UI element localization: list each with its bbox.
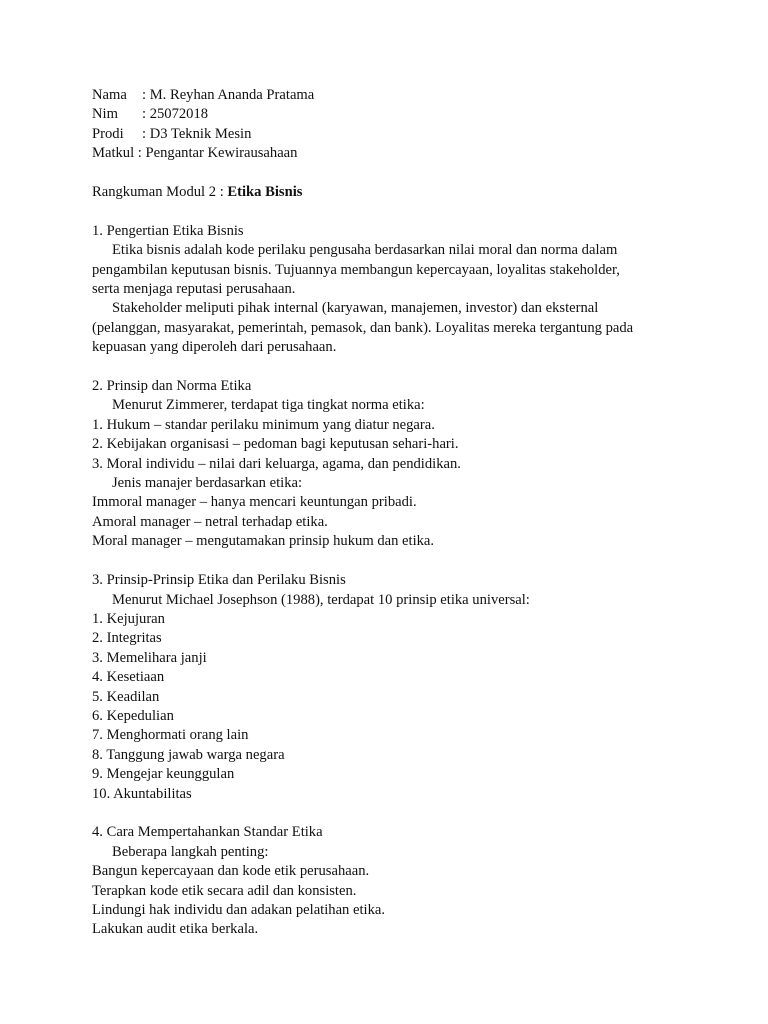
- section1-title: 1. Pengertian Etika Bisnis: [92, 222, 244, 239]
- spacer: [92, 164, 732, 183]
- prodi-value: : D3 Teknik Mesin: [142, 125, 252, 142]
- section4-intro: Beberapa langkah penting:: [112, 843, 269, 860]
- section3-title: 3. Prinsip-Prinsip Etika dan Perilaku Bisnis: [92, 572, 346, 589]
- manager-item: Immoral manager – hanya mencari keuntungan pribadi.: [92, 494, 417, 511]
- spacer: [92, 202, 732, 221]
- nama-row: [92, 86, 732, 105]
- norm-item: 2. Kebijakan organisasi – pedoman bagi keputusan sehari-hari.: [92, 436, 459, 453]
- section2-title: 2. Prinsip dan Norma Etika: [92, 378, 252, 395]
- norm-item: 1. Hukum – standar perilaku minimum yang diatur negara.: [92, 416, 435, 433]
- summary-prefix: Rangkuman Modul 2 :: [92, 184, 228, 201]
- matkul-row: Matkul : Pengantar Kewirausahaan: [92, 145, 298, 162]
- principle-item: 3. Memelihara janji: [92, 649, 207, 666]
- spacer: [92, 358, 732, 377]
- summary-topic: Etika Bisnis: [227, 184, 303, 201]
- norm-item: 3. Moral individu – nilai dari keluarga, agama, dan pendidikan.: [92, 455, 461, 472]
- spacer: [92, 804, 732, 823]
- section1-p1-line: serta menjaga reputasi perusahaan.: [92, 281, 296, 298]
- summary-title: [92, 183, 732, 202]
- step-item: Lindungi hak individu dan adakan pelatihan etika.: [92, 901, 386, 918]
- section1-p1-line: pengambilan keputusan bisnis. Tujuannya membangun kepercayaan, loyalitas stakeholder,: [92, 261, 620, 278]
- principle-item: 4. Kesetiaan: [92, 669, 165, 686]
- principle-item: 5. Keadilan: [92, 688, 160, 705]
- manager-item: Amoral manager – netral terhadap etika.: [92, 513, 328, 530]
- nim-value: : 25072018: [142, 106, 209, 123]
- document-page: [92, 86, 732, 940]
- principle-item: 10. Akuntabilitas: [92, 785, 192, 802]
- section1-p2-line: Stakeholder meliputi pihak internal (karyawan, manajemen, investor) dan eksternal: [112, 300, 599, 317]
- manager-item: Moral manager – mengutamakan prinsip hukum dan etika.: [92, 533, 435, 550]
- principle-item: 6. Kepedulian: [92, 707, 174, 724]
- section1-p2-line: (pelanggan, masyarakat, pemerintah, pemasok, dan bank). Loyalitas mereka tergantung pada: [92, 319, 634, 336]
- section4-title: 4. Cara Mempertahankan Standar Etika: [92, 824, 323, 841]
- principle-item: 2. Integritas: [92, 630, 162, 647]
- principle-item: 1. Kejujuran: [92, 610, 165, 627]
- principle-item: 8. Tanggung jawab warga negara: [92, 746, 285, 763]
- section1-p2-line: kepuasan yang diperoleh dari perusahaan.: [92, 339, 337, 356]
- principle-item: 7. Menghormati orang lain: [92, 727, 249, 744]
- section2-intro: Menurut Zimmerer, terdapat tiga tingkat norma etika:: [112, 397, 425, 414]
- section3-intro: Menurut Michael Josephson (1988), terdapat 10 prinsip etika universal:: [112, 591, 530, 608]
- managers-intro: Jenis manajer berdasarkan etika:: [112, 475, 303, 492]
- step-item: Lakukan audit etika berkala.: [92, 921, 259, 938]
- nama-value: : M. Reyhan Ananda Pratama: [142, 87, 315, 103]
- prodi-row: [92, 125, 732, 144]
- step-item: Bangun kepercayaan dan kode etik perusahaan.: [92, 863, 370, 880]
- nim-label: Nim: [92, 106, 118, 123]
- prodi-label: Prodi: [92, 125, 124, 142]
- section1-p1-line: Etika bisnis adalah kode perilaku pengusaha berdasarkan nilai moral dan norma dalam: [112, 242, 618, 259]
- spacer: [92, 552, 732, 571]
- principle-item: 9. Mengejar keunggulan: [92, 766, 235, 783]
- nama-label: Nama: [92, 87, 127, 103]
- step-item: Terapkan kode etik secara adil dan konsisten.: [92, 882, 357, 899]
- nim-row: [92, 105, 732, 124]
